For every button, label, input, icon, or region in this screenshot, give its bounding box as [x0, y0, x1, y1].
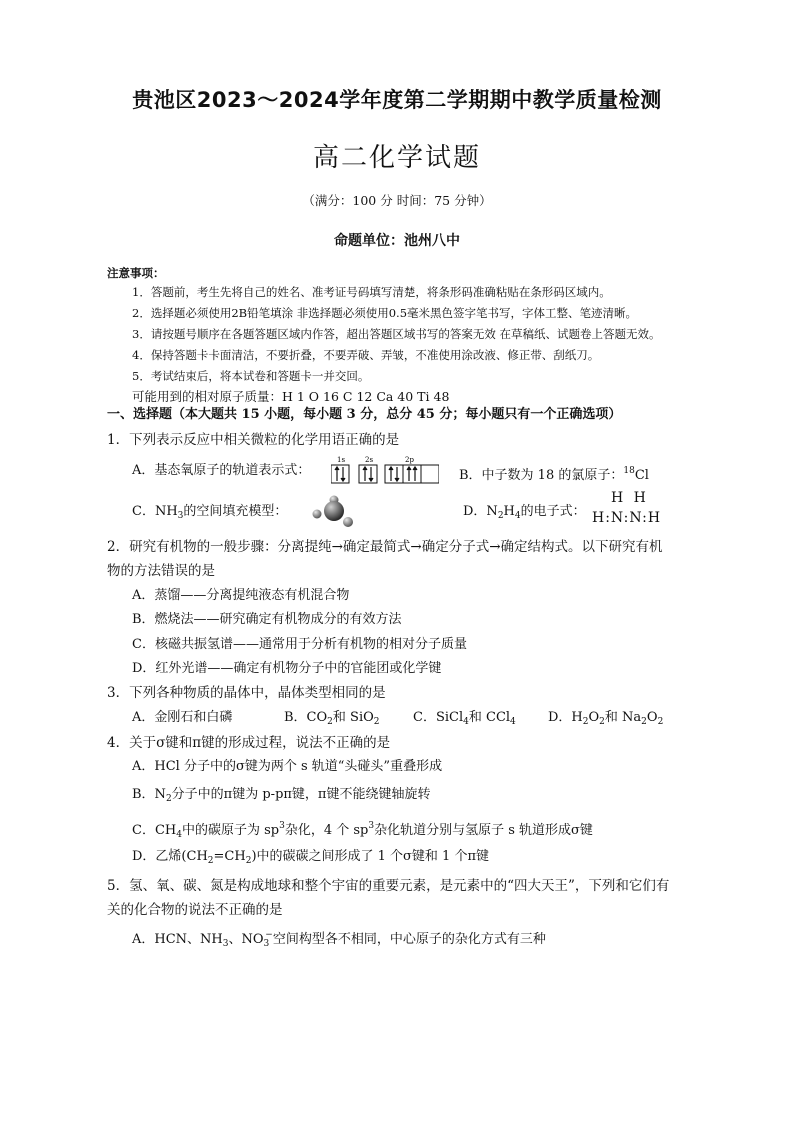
subscript: 2 — [373, 717, 380, 727]
option-text: 和 Na — [604, 710, 642, 725]
superscript: − — [265, 930, 273, 940]
option-text: 杂化，4 个 sp — [284, 823, 369, 838]
option-text: D．H — [548, 710, 583, 725]
superscript: 3 — [368, 821, 375, 831]
unit-name: 池州八中 — [404, 233, 460, 249]
option-text: 空间构型各不相同，中心原子的杂化方式有三种 — [272, 932, 546, 947]
subscript: 2 — [657, 717, 664, 727]
option-c-text: C．NH — [132, 504, 178, 519]
question-3-stem: 3．下列各种物质的晶体中，晶体类型相同的是 — [107, 685, 386, 701]
question-4-option-b — [132, 786, 430, 808]
notice-item: 5．考试结束后，将本试卷和答题卡一并交回。 — [132, 369, 370, 383]
orbital-label-1s: 1s — [337, 456, 346, 464]
option-text: C．CH — [132, 823, 177, 838]
notice-item: 3．请按题号顺序在各题答题区域内作答，超出答题区域书写的答案无效 在草稿纸、试题卷上答题无效。 — [132, 327, 661, 341]
option-text: 杂化轨道分别与氢原子 s 轨道形成σ键 — [374, 823, 593, 838]
option-text: =CH — [213, 849, 246, 864]
question-1-option-a: A．基态氧原子的轨道表示式： — [132, 463, 311, 478]
question-5-option-a — [132, 926, 546, 953]
question-5-stem-line2: 关的化合物的说法不正确的是 — [107, 902, 283, 918]
unit-label: 命题单位： — [334, 233, 404, 249]
question-3-option-a: A．金刚石和白磷 — [132, 710, 233, 725]
orbital-box-2p-2 — [403, 465, 421, 483]
notice-item: 4．保持答题卡卡面清洁，不要折叠，不要弄破、弄皱，不准使用涂改液、修正带、刮纸刀。 — [132, 348, 600, 362]
question-4-stem: 4．关于σ键和π键的形成过程，说法不正确的是 — [107, 735, 391, 751]
subscript: 2 — [599, 717, 605, 727]
question-1-option-d — [463, 503, 586, 525]
option-c-suffix: 的空间填充模型： — [183, 504, 288, 519]
question-4-option-a: A．HCl 分子中的σ键为两个 s 轨道“头碰头”重叠形成 — [132, 759, 443, 774]
question-3-option-b — [284, 709, 380, 731]
option-text: C．SiCl — [413, 710, 464, 725]
subscript: 4 — [514, 511, 521, 521]
question-4-option-c — [132, 817, 593, 844]
notice-item: 1．答题前，考生先将自己的姓名、准考证号码填写清楚，将条形码准确粘贴在条形码区域内。 — [132, 285, 611, 299]
option-text: B．CO — [284, 710, 328, 725]
option-d-suffix: 的电子式： — [520, 504, 586, 519]
option-text: B．N — [132, 787, 166, 802]
orbital-box-2p-1 — [385, 465, 403, 483]
lewis-top-h: H H — [611, 490, 649, 506]
atomic-masses: 可能用到的相对原子质量：H 1 O 16 C 12 Ca 40 Ti 48 — [132, 389, 450, 404]
option-text: 中的碳原子为 sp — [181, 823, 280, 838]
subscript: 2 — [327, 717, 333, 727]
nh3-space-filling-model — [312, 495, 356, 529]
superscript: 3 — [279, 821, 285, 831]
subscript: 2 — [245, 856, 252, 866]
exam-meta: （满分：100 分 时间：75 分钟） — [302, 193, 492, 208]
subscript: 2 — [497, 511, 504, 521]
question-2-stem-line2: 物的方法错误的是 — [107, 563, 215, 579]
question-1-option-c — [132, 503, 287, 525]
question-4-option-d — [132, 848, 489, 870]
question-3-option-c — [413, 709, 516, 731]
subscript: 2 — [207, 856, 214, 866]
exam-title: 贵池区2023～2024学年度第二学期期中教学质量检测 — [132, 88, 662, 112]
option-text: )中的碳碳之间形成了 1 个σ键和 1 个π键 — [251, 849, 489, 864]
option-text: A．HCN、NH — [132, 932, 223, 947]
orbital-box-2s — [359, 465, 377, 483]
notice-item: 2．选择题必须使用2B铅笔填涂 非选择题必须使用0.5毫米黑色签字笔书写，字体工整、笔迹清晰。 — [132, 306, 638, 320]
orbital-box-1s — [331, 465, 349, 483]
subscript: 4 — [463, 717, 469, 727]
subscript: 4 — [510, 717, 516, 727]
option-d-text: D．N — [463, 504, 498, 519]
option-text: O — [588, 710, 600, 725]
subscript: 2 — [641, 717, 647, 727]
notice-heading: 注意事项： — [107, 266, 165, 280]
orbital-label-2p: 2p — [405, 456, 414, 464]
question-2-option-c: C．核磁共振氢谱——通常用于分析有机物的相对分子质量 — [132, 637, 467, 652]
subscript: 2 — [582, 717, 589, 727]
question-1-stem: 1．下列表示反应中相关微粒的化学用语正确的是 — [107, 432, 400, 448]
option-text: O — [646, 710, 658, 725]
option-d-mid: H — [503, 504, 515, 519]
question-2-option-a: A．蒸馏——分离提纯液态有机混合物 — [132, 588, 350, 603]
n2h4-electron-formula — [592, 490, 660, 530]
electron-arrows — [335, 467, 417, 481]
exam-subject-title: 高二化学试题 — [312, 143, 481, 173]
orbital-label-2s: 2s — [365, 456, 374, 464]
option-b-text: B．中子数为 18 的氯原子： — [459, 468, 624, 483]
option-text: D．乙烯(CH — [132, 849, 208, 864]
question-1-option-b — [459, 462, 649, 485]
subscript: 4 — [176, 830, 182, 840]
element-symbol: Cl — [634, 468, 649, 483]
option-text: 和 CCl — [468, 710, 511, 725]
subscript: 3 — [177, 511, 184, 521]
subscript: 3 — [222, 939, 229, 949]
subscript: 3 — [263, 939, 270, 949]
question-3-option-d — [548, 709, 663, 731]
option-text: 、NO — [228, 932, 264, 947]
option-text: 分子中的π键为 p-pπ键，π键不能绕键轴旋转 — [171, 787, 431, 802]
question-2-stem-line1: 2．研究有机物的一般步骤：分离提纯→确定最简式→确定分子式→确定结构式。以下研究有机 — [107, 539, 663, 555]
question-2-option-d: D．红外光谱——确定有机物分子中的官能团或化学键 — [132, 661, 442, 676]
question-2-option-b: B．燃烧法——研究确定有机物成分的有效方法 — [132, 612, 402, 627]
mass-number: 18 — [623, 466, 635, 476]
option-text: 和 SiO — [332, 710, 374, 725]
subscript: 2 — [165, 794, 172, 804]
section-heading: 一、选择题（本大题共 15 小题，每小题 3 分，总分 45 分；每小题只有一个正确选项） — [107, 407, 622, 422]
question-5-stem-line1: 5．氢、氧、碳、氮是构成地球和整个宇宙的重要元素，是元素中的“四大天王”，下列和它们有 — [107, 878, 670, 894]
oxygen-orbital-diagram — [331, 455, 439, 485]
lewis-main: H:N:N:H — [592, 510, 662, 526]
orbital-box-2p-3 — [421, 465, 439, 483]
exam-unit — [0, 232, 794, 250]
